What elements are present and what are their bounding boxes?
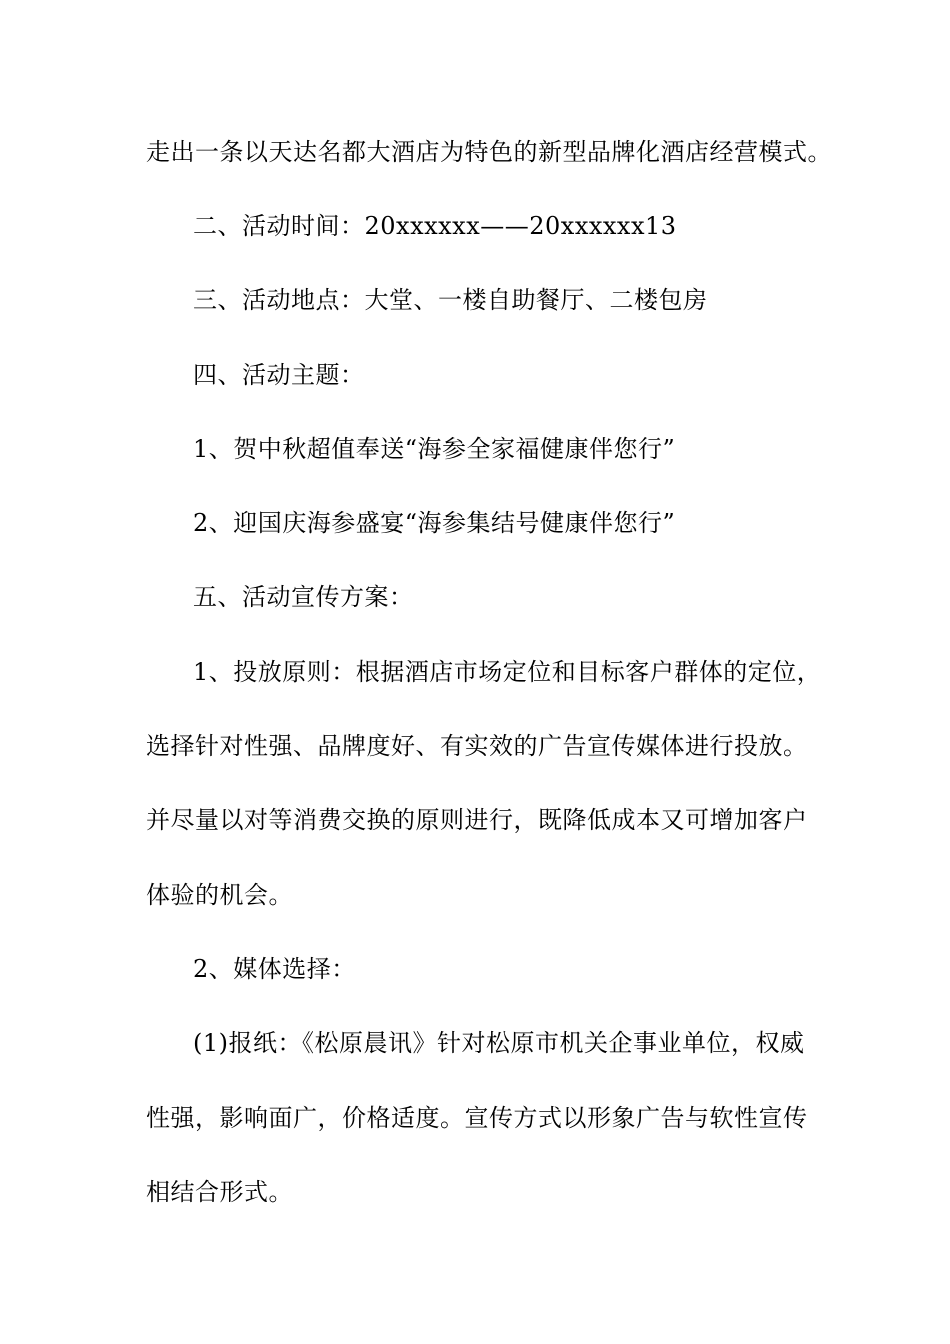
text-line: 并尽量以对等消费交换的原则进行，既降低成本又可增加客户 bbox=[146, 806, 808, 834]
text-line: 选择针对性强、品牌度好、有实效的广告宣传媒体进行投放。 bbox=[146, 732, 808, 760]
section-heading-activity-theme: 四、活动主题： bbox=[193, 361, 365, 389]
text-line: 1、投放原则：根据酒店市场定位和目标客户群体的定位， bbox=[193, 658, 822, 686]
subheading-media-selection: 2、媒体选择： bbox=[193, 955, 356, 983]
theme-item-1: 1、贺中秋超值奉送“海参全家福健康伴您行” bbox=[193, 435, 676, 463]
text-line: 性强，影响面广，价格适度。宣传方式以形象广告与软性宣传 bbox=[146, 1104, 808, 1132]
section-heading-activity-time: 二、活动时间：20xxxxxx——20xxxxxx13 bbox=[193, 212, 677, 240]
text-line: (1)报纸：《松原晨讯》针对松原市机关企事业单位，权威 bbox=[193, 1029, 805, 1057]
text-line: 走出一条以天达名都大酒店为特色的新型品牌化酒店经营模式。 bbox=[146, 138, 832, 166]
text-line: 相结合形式。 bbox=[146, 1178, 293, 1206]
section-heading-promotion-plan: 五、活动宣传方案： bbox=[193, 583, 414, 611]
text-line: 体验的机会。 bbox=[146, 881, 293, 909]
section-heading-activity-location: 三、活动地点：大堂、一楼自助餐厅、二楼包房 bbox=[193, 286, 708, 314]
theme-item-2: 2、迎国庆海参盛宴“海参集结号健康伴您行” bbox=[193, 509, 676, 537]
